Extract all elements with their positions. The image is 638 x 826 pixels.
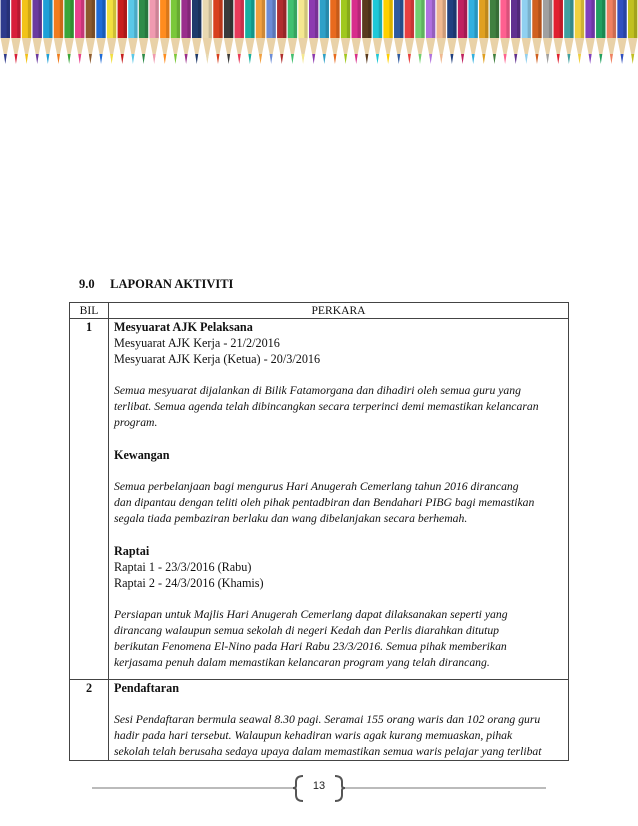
- item-description: [114, 607, 563, 671]
- pencil-icon: [362, 0, 371, 64]
- pencil-icon: [437, 0, 446, 64]
- row-number: 1: [70, 319, 109, 680]
- description-line: Semua perbelanjaan bagi mengurus Hari Anugerah Cemerlang tahun 2016 dirancang: [114, 480, 519, 493]
- pencil-icon: [309, 0, 318, 64]
- row-content: [109, 680, 569, 761]
- table-row: [70, 680, 569, 761]
- description-line: dan dipantau dengan teliti oleh pihak pentadbiran dan Bendahari PIBG bagi memastikan: [114, 496, 535, 509]
- pencil-icon: [245, 0, 254, 64]
- item-description: [114, 383, 563, 431]
- section-number: 9.0: [79, 277, 95, 291]
- pencil-icon: [203, 0, 212, 64]
- pencil-icon: [54, 0, 63, 64]
- pencil-icon: [96, 0, 105, 64]
- pencil-icon: [160, 0, 169, 64]
- pencil-icon: [500, 0, 509, 64]
- section-title: LAPORAN AKTIVITI: [110, 277, 234, 291]
- pencil-icon: [22, 0, 31, 64]
- pencil-icon: [288, 0, 297, 64]
- pencil-icon: [1, 0, 10, 64]
- description-line: hadir pada hari tersebut. Walaupun kehadiran waris agak kurang memuaskan, pihak: [114, 729, 513, 742]
- pencil-icon: [383, 0, 392, 64]
- pencil-icon: [235, 0, 244, 64]
- pencil-icon: [532, 0, 541, 64]
- pencil-icon: [298, 0, 307, 64]
- pencil-icon: [394, 0, 403, 64]
- pencil-icon: [543, 0, 552, 64]
- pencil-icon: [43, 0, 52, 64]
- rehearsal-date-line: Raptai 1 - 23/3/2016 (Rabu): [114, 560, 252, 574]
- row-content: [109, 319, 569, 680]
- section-heading: [79, 277, 233, 292]
- pencil-icon: [139, 0, 148, 64]
- pencil-icon: [415, 0, 424, 64]
- pencil-icon: [128, 0, 137, 64]
- pencil-icon: [628, 0, 637, 64]
- colored-pencils-banner: [0, 0, 638, 72]
- description-line: Sesi Pendaftaran bermula seawal 8.30 pagi. Seramai 155 orang waris dan 102 orang guru: [114, 713, 541, 726]
- pencil-icon: [405, 0, 414, 64]
- pencil-icon: [75, 0, 84, 64]
- meeting-date-line: Mesyuarat AJK Kerja - 21/2/2016: [114, 336, 280, 350]
- description-line: berikutan Fenomena El-Nino pada Hari Rabu 23/3/2016. Semua pihak memberikan: [114, 640, 507, 653]
- pencil-icon: [511, 0, 520, 64]
- pencil-icon: [256, 0, 265, 64]
- description-line: Persiapan untuk Majlis Hari Anugerah Cemerlang dapat dilaksanakan seperti yang: [114, 608, 508, 621]
- pencil-icon: [352, 0, 361, 64]
- item-description: [114, 712, 563, 760]
- pencil-icon: [596, 0, 605, 64]
- description-line: terlibat. Semua agenda telah dibincangkan secara terperinci demi memastikan kelancaran: [114, 400, 539, 413]
- item-heading: Mesyuarat AJK Pelaksana: [114, 320, 253, 334]
- pencil-icon: [607, 0, 616, 64]
- pencil-icon: [426, 0, 435, 64]
- pencil-icon: [118, 0, 127, 64]
- pencil-icon: [213, 0, 222, 64]
- pencil-icon: [33, 0, 42, 64]
- pencil-icon: [64, 0, 73, 64]
- column-header-perkara: PERKARA: [109, 303, 569, 319]
- table-row: [70, 319, 569, 680]
- pencil-icon: [447, 0, 456, 64]
- pencil-icon: [373, 0, 382, 64]
- activity-report-table: [69, 302, 569, 761]
- description-line: segala tiada pembaziran berlaku dan wang dibelanjakan secara berhemah.: [114, 512, 468, 525]
- pencil-icon: [181, 0, 190, 64]
- pencil-icon: [468, 0, 477, 64]
- pencil-icon: [479, 0, 488, 64]
- description-line: program.: [114, 416, 158, 429]
- description-line: kerjasama penuh dalam memastikan kelancaran program yang telah dirancang.: [114, 656, 490, 669]
- pencil-icon: [171, 0, 180, 64]
- pencil-icon: [277, 0, 286, 64]
- table-header-row: [70, 303, 569, 319]
- pencil-icon: [490, 0, 499, 64]
- pencil-icon: [107, 0, 116, 64]
- pencil-icon: [86, 0, 95, 64]
- pencil-icon: [330, 0, 339, 64]
- pencil-icon: [554, 0, 563, 64]
- pencil-icon: [617, 0, 626, 64]
- item-description: [114, 479, 563, 527]
- item-heading: Kewangan: [114, 448, 170, 462]
- row-number: 2: [70, 680, 109, 761]
- item-heading: Pendaftaran: [114, 681, 179, 695]
- pencil-icon: [11, 0, 20, 64]
- pencil-icon: [149, 0, 158, 64]
- meeting-date-line: Mesyuarat AJK Kerja (Ketua) - 20/3/2016: [114, 352, 321, 366]
- pencil-icon: [522, 0, 531, 64]
- column-header-bil: BIL: [70, 303, 109, 319]
- item-heading: Raptai: [114, 544, 150, 558]
- description-line: Semua mesyuarat dijalankan di Bilik Fatamorgana dan dihadiri oleh semua guru yang: [114, 384, 521, 397]
- description-line: sekolah telah berusaha sedaya upaya dalam memastikan semua waris pelajar yang terlibat: [114, 745, 542, 758]
- pencil-icon: [341, 0, 350, 64]
- pencil-icon: [564, 0, 573, 64]
- rehearsal-date-line: Raptai 2 - 24/3/2016 (Khamis): [114, 576, 264, 590]
- pencil-icon: [458, 0, 467, 64]
- pencil-icon: [266, 0, 275, 64]
- description-line: dirancang walaupun semua sekolah di negeri Kedah dan Perlis diarahkan ditutup: [114, 624, 500, 637]
- page-number: 13: [312, 780, 326, 792]
- pencil-icon: [192, 0, 201, 64]
- pencil-icon: [320, 0, 329, 64]
- pencil-icon: [585, 0, 594, 64]
- pencil-icon: [575, 0, 584, 64]
- pencil-icon: [224, 0, 233, 64]
